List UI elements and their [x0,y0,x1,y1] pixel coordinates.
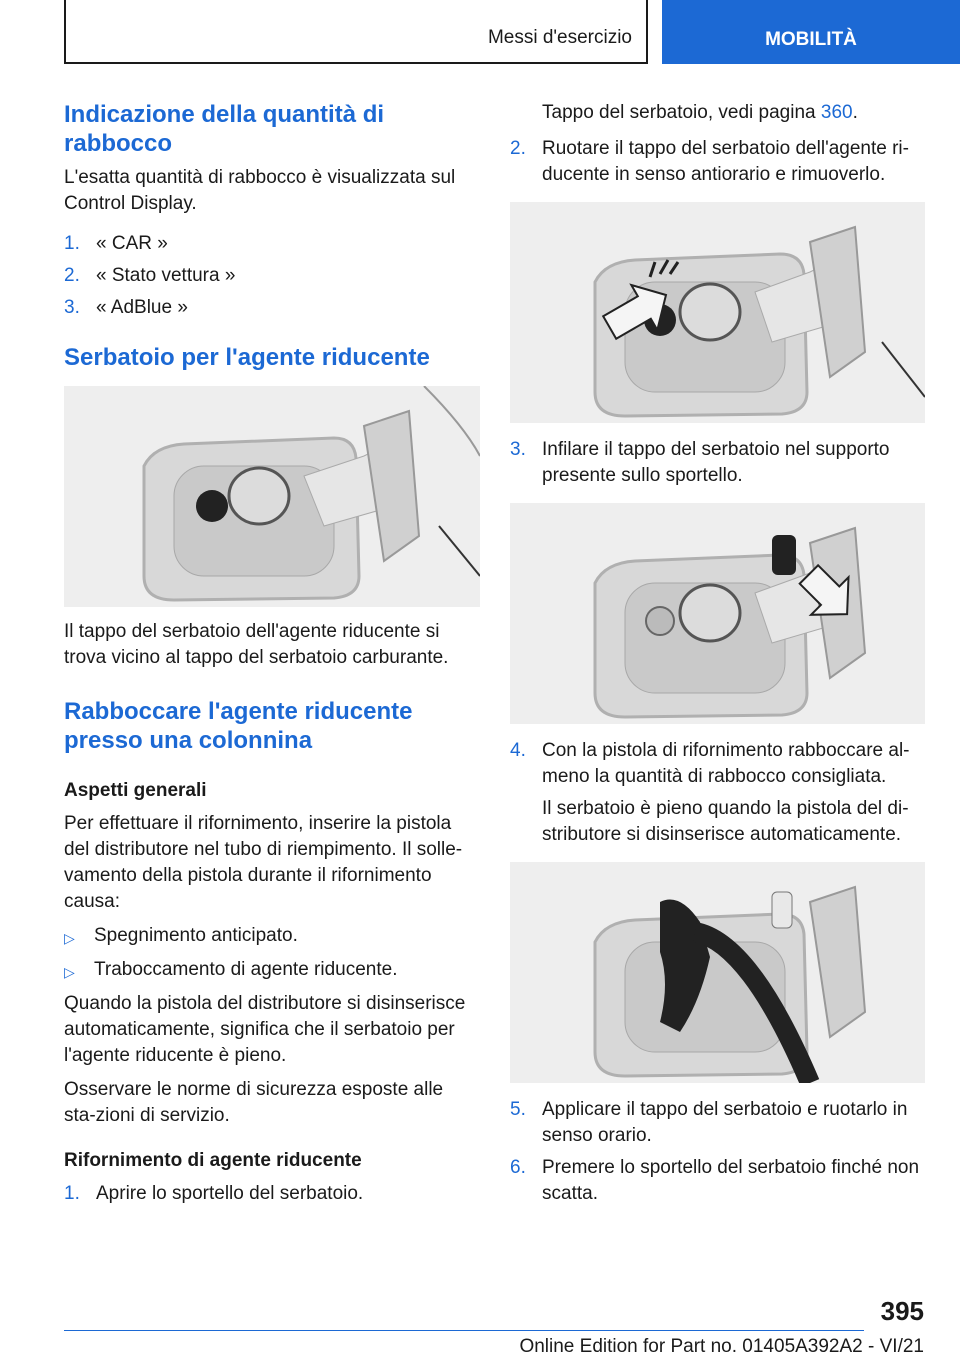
list-item [64,231,480,257]
bullet-text: Traboccamento di agente riducente. [94,959,398,980]
header-section-tab [64,0,648,64]
list-item [510,136,925,188]
header-section-title: Messi d'esercizio [487,27,632,48]
step-number: 2. [510,138,526,159]
page-link[interactable]: 360 [820,102,853,123]
continued-text: Tappo del serbatoio, vedi pagina 360. [542,102,858,123]
safety-text: Osservare le norme di sicurezza esposte alle sta-zioni di servizio. [64,1079,444,1126]
heading-tank: Serbatoio per l'agente riducente [64,344,430,371]
step-number: 3. [510,439,526,460]
step4-note: Il serbatoio è pieno quando la pistola del di-stributore si disinserisce automaticamente. [542,798,909,845]
step-text: Aprire lo sportello del serbatoio. [96,1183,364,1204]
qty-text: L'esatta quantità di rabbocco è visualizzata sul Control Display. [64,167,456,214]
step-text: Con la pistola di rifornimento rabboccare al-meno la quantità di rabbocco consigliata. [542,740,910,787]
step-number: 4. [510,740,526,761]
list-item [510,1155,925,1207]
bullet-text: Spegnimento anticipato. [94,925,298,946]
tank-illustration [64,386,480,607]
list-item [510,738,925,790]
header-chapter-tab [662,0,960,64]
list-item [64,957,480,985]
step-text: Ruotare il tappo del serbatoio dell'agente ri-ducente in senso antiorario e rimuoverlo. [542,138,909,185]
list-item [510,1097,925,1149]
heading-refill-quantity: Indicazione della quantità di rabbocco [64,101,385,157]
step-number: 2. [64,265,80,286]
list-item [64,923,480,951]
step-number: 1. [64,1183,80,1204]
list-item [510,437,925,489]
tank-caption: Il tappo del serbatoio dell'agente riducente si trova vicino al tappo del serbatoio carburante. [64,621,449,668]
triangle-bullet-icon: ▷ [64,964,75,980]
step-number: 5. [510,1099,526,1120]
list-item [64,263,480,289]
step-number: 6. [510,1157,526,1178]
auto-shutoff-text: Quando la pistola del distributore si disinserisce automaticamente, significa che il serbatoio per l'agente riducente è pieno. [64,993,466,1066]
cap-holder-illustration [510,503,925,724]
triangle-bullet-icon: ▷ [64,930,75,946]
nozzle-illustration [510,862,925,1083]
step-text: Applicare il tappo del serbatoio e ruotarlo in senso orario. [542,1099,908,1146]
step-text: Infilare il tappo del serbatoio nel supporto presente sullo sportello. [542,439,890,486]
step-text: Premere lo sportello del serbatoio finché non scatta. [542,1157,920,1204]
step-text: « Stato vettura » [96,265,236,286]
left-column [64,100,480,1213]
header-chapter-title: MOBILITÀ [765,29,857,50]
step-text: « CAR » [96,233,168,254]
list-item [64,295,480,321]
general-text: Per effettuare il rifornimento, inserire la pistola del distributore nel tubo di riempimento. Il solle-vamento della pistola durante il rifornimento causa: [64,813,463,912]
edition-text: Online Edition for Part no. 01405A392A2 - VI/21 [519,1336,924,1357]
footer-divider [64,1330,864,1331]
step-text: « AdBlue » [96,297,188,318]
step-number: 3. [64,297,80,318]
heading-refill-station: Rabboccare l'agente riducente presso una colonnina [64,698,413,754]
continued-text-label: Tappo del serbatoio, vedi pagina [542,102,816,123]
heading-general: Aspetti generali [64,780,207,801]
cap-removal-illustration [510,202,925,423]
page-number: 395 [880,1296,924,1326]
heading-fuel: Rifornimento di agente riducente [64,1150,362,1171]
step-number: 1. [64,233,80,254]
right-column [510,100,925,1213]
list-item [64,1181,480,1207]
